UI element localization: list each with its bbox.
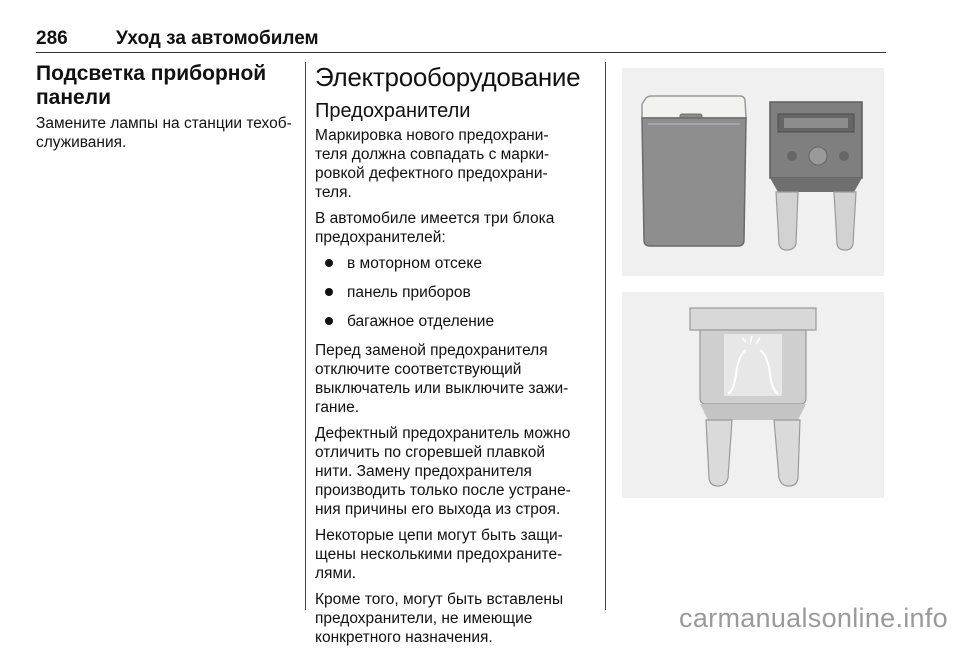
text-line: производить только после устране- (315, 482, 571, 499)
subsection-title: Предохранители (315, 100, 471, 122)
bullet-icon (325, 259, 333, 267)
fuse-photo-bottom (622, 292, 884, 498)
page-header (36, 28, 886, 52)
text-line: ровкой дефектного предохрани- (315, 165, 548, 182)
list-item (315, 312, 601, 331)
heading-line: Подсветка приборной (36, 62, 267, 85)
list-item-text: панель приборов (347, 284, 471, 301)
section-title: Электрооборудование (315, 62, 581, 92)
text-line: гание. (315, 399, 360, 416)
fuse-photo-top (622, 68, 884, 276)
list-item (315, 254, 601, 273)
text-line: Замените лампы на станции техоб- (36, 115, 292, 132)
watermark-text: carmanualsonline.info (679, 603, 948, 633)
text-line: нити. Замену предохранителя (315, 463, 532, 480)
instrument-lighting-text (36, 114, 304, 152)
text-line: служивания. (36, 134, 127, 151)
paragraph (315, 424, 601, 519)
text-line: Перед заменой предохранителя (315, 342, 548, 359)
text-line: ния причины его выхода из строя. (315, 501, 561, 518)
text-line: отключите соответствующий (315, 361, 522, 378)
paragraph (315, 126, 601, 202)
list-item (315, 283, 601, 302)
bullet-icon (325, 288, 333, 296)
paragraphs-before (315, 126, 601, 247)
text-line: теля должна совпадать с марки- (315, 146, 550, 163)
text-line: В автомобиле имеется три блока (315, 210, 555, 227)
column-divider-left (305, 62, 306, 610)
paragraph (315, 209, 601, 247)
text-line: предохранителей: (315, 229, 446, 246)
text-line: Дефектный предохранитель можно (315, 425, 571, 442)
text-line: Кроме того, могут быть вставлены (315, 591, 564, 608)
paragraphs-after (315, 341, 601, 647)
paragraph (315, 590, 601, 647)
text-line: предохранители, не имеющие (315, 610, 533, 627)
list-item-text: багажное отделение (347, 313, 495, 330)
left-column (36, 62, 304, 159)
header-divider (36, 52, 886, 53)
text-line: Маркировка нового предохрани- (315, 127, 549, 144)
page-number: 286 (36, 28, 68, 49)
text-line: конкретного назначения. (315, 629, 493, 646)
text-line: выключатель или выключите зажи- (315, 380, 569, 397)
text-line: теля. (315, 184, 352, 201)
fuse-box-list (315, 254, 601, 331)
paragraph (315, 526, 601, 583)
text-line: Некоторые цепи могут быть защи- (315, 527, 563, 544)
text-line: лями. (315, 565, 357, 582)
fuse-side-and-front-illustration (622, 68, 884, 276)
middle-column (315, 62, 601, 654)
bullet-icon (325, 317, 333, 325)
column-divider-right (605, 62, 606, 610)
list-item-text: в моторном отсеке (347, 255, 482, 272)
section-heading-instrument-lighting (36, 62, 304, 110)
running-title: Уход за автомобилем (116, 28, 319, 49)
text-line: щены несколькими предохраните- (315, 546, 563, 563)
text-line: отличить по сгоревшей плавкой (315, 444, 545, 461)
heading-line: панели (36, 86, 111, 109)
blown-fuse-illustration (622, 292, 884, 498)
paragraph (315, 341, 601, 417)
